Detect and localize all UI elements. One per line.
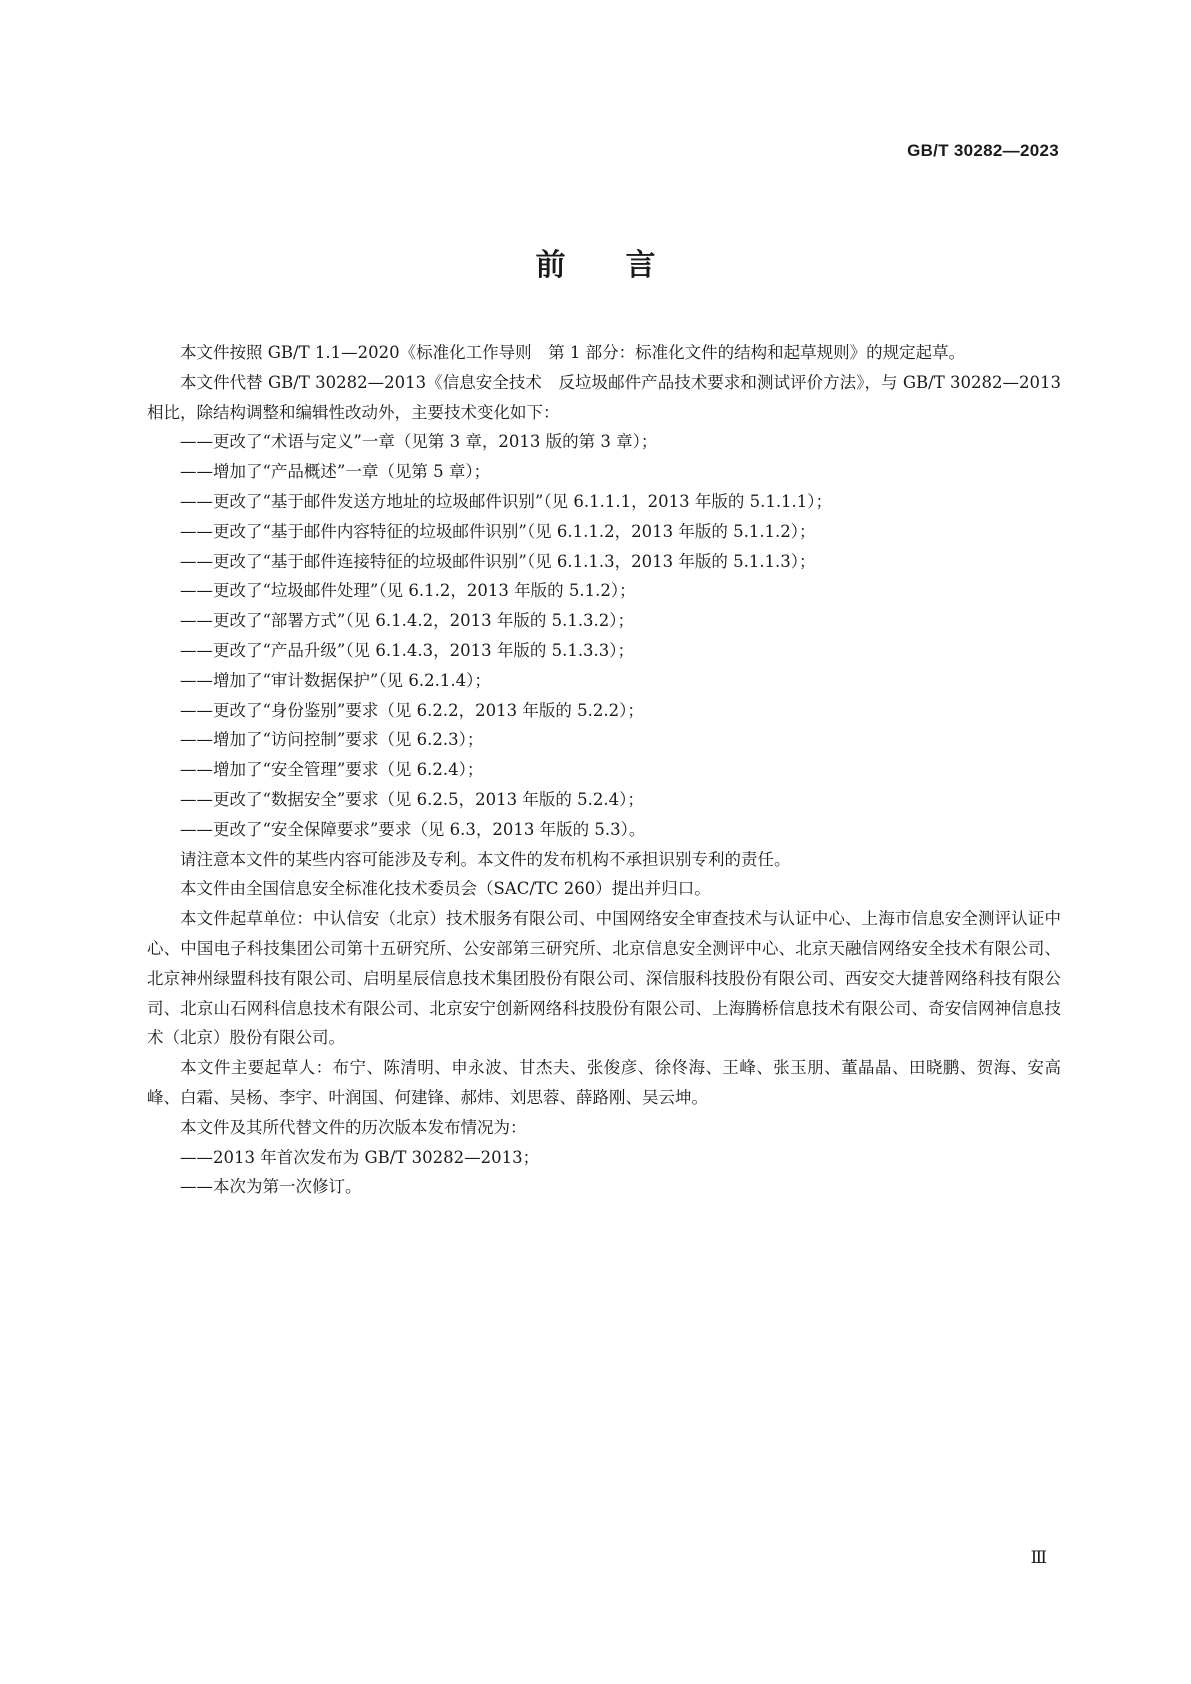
patent-notice: 请注意本文件的某些内容可能涉及专利。本文件的发布机构不承担识别专利的责任。: [180, 849, 791, 869]
page-number: Ⅲ: [1030, 1548, 1047, 1567]
list-item: ——更改了“产品升级”（见 6.1.4.3，2013 年版的 5.1.3.3）；: [180, 640, 635, 660]
paragraph-replacement: 本文件代替 GB/T 30282—2013《信息安全技术 反垃圾邮件产品技术要求和测试评价方法》，与 GB/T 30282—2013 相比，除结构调整和编辑性改动外，主要技术变化如下：: [147, 372, 1061, 422]
history-list: [147, 1143, 1061, 1203]
list-item: ——更改了“垃圾邮件处理”（见 6.1.2，2013 年版的 5.1.2）；: [180, 581, 636, 601]
proposer-statement: 本文件由全国信息安全标准化技术委员会（SAC/TC 260）提出并归口。: [180, 879, 711, 899]
standard-code: GB/T 30282—2023: [907, 141, 1059, 160]
drafters: 本文件主要起草人：布宁、陈清明、申永波、甘杰夫、张俊彦、徐佟海、王峰、张玉朋、董晶晶、田晓鹏、贺海、安高峰、白霜、吴杨、李宇、叶润国、何建锋、郝炜、刘思蓉、薛路刚、吴云坤。: [147, 1058, 1061, 1107]
list-item: ——更改了“部署方式”（见 6.1.4.2，2013 年版的 5.1.3.2）；: [180, 611, 635, 631]
history-intro: 本文件及其所代替文件的历次版本发布情况为：: [180, 1117, 527, 1137]
list-item: ——本次为第一次修订。: [180, 1177, 362, 1197]
list-item: ——更改了“安全保障要求”要求（见 6.3，2013 年版的 5.3）。: [180, 819, 646, 839]
page-title: 前言: [535, 248, 716, 283]
list-item: ——更改了“术语与定义”一章（见第 3 章，2013 版的第 3 章）；: [180, 432, 658, 452]
changes-list: [147, 427, 1061, 844]
list-item: ——增加了“产品概述”一章（见第 5 章）；: [180, 462, 491, 482]
list-item: ——更改了“数据安全”要求（见 6.2.5，2013 年版的 5.2.4）；: [180, 789, 644, 809]
list-item: ——2013 年首次发布为 GB/T 30282—2013；: [180, 1147, 540, 1167]
drafting-units: 本文件起草单位：中认信安（北京）技术服务有限公司、中国网络安全审查技术与认证中心、上海市信息安全测评认证中心、中国电子科技集团公司第十五研究所、公安部第三研究所、北京信息安全测评中心、北京天融信网络安全技术有限公司、北京神州绿盟科技有限公司、启明星辰信息技术集团股份有限公司、深信服科技股份有限公司、西安交大捷普网络科技有限公司、北京山石网科信息技术有限公司、北京安宁创新网络科技股份有限公司、上海腾桥信息技术有限公司、奇安信网神信息技术（北京）股份有限公司。: [147, 909, 1061, 1048]
list-item: ——更改了“基于邮件连接特征的垃圾邮件识别”（见 6.1.1.3，2013 年版的 5.1.1.3）；: [180, 551, 816, 571]
list-item: ——增加了“安全管理”要求（见 6.2.4）；: [180, 760, 484, 780]
preface-body: [147, 338, 1061, 1202]
paragraph-basis: 本文件按照 GB/T 1.1—2020《标准化工作导则 第 1 部分：标准化文件的结构和起草规则》的规定起草。: [180, 343, 966, 362]
list-item: ——更改了“基于邮件发送方地址的垃圾邮件识别”（见 6.1.1.1，2013 年版的 5.1.1.1）；: [180, 491, 833, 511]
list-item: ——增加了“访问控制”要求（见 6.2.3）；: [180, 730, 484, 750]
list-item: ——更改了“身份鉴别”要求（见 6.2.2，2013 年版的 5.2.2）；: [180, 700, 644, 720]
list-item: ——更改了“基于邮件内容特征的垃圾邮件识别”（见 6.1.1.2，2013 年版的 5.1.1.2）；: [180, 521, 816, 541]
list-item: ——增加了“审计数据保护”（见 6.2.1.4）；: [180, 670, 491, 690]
